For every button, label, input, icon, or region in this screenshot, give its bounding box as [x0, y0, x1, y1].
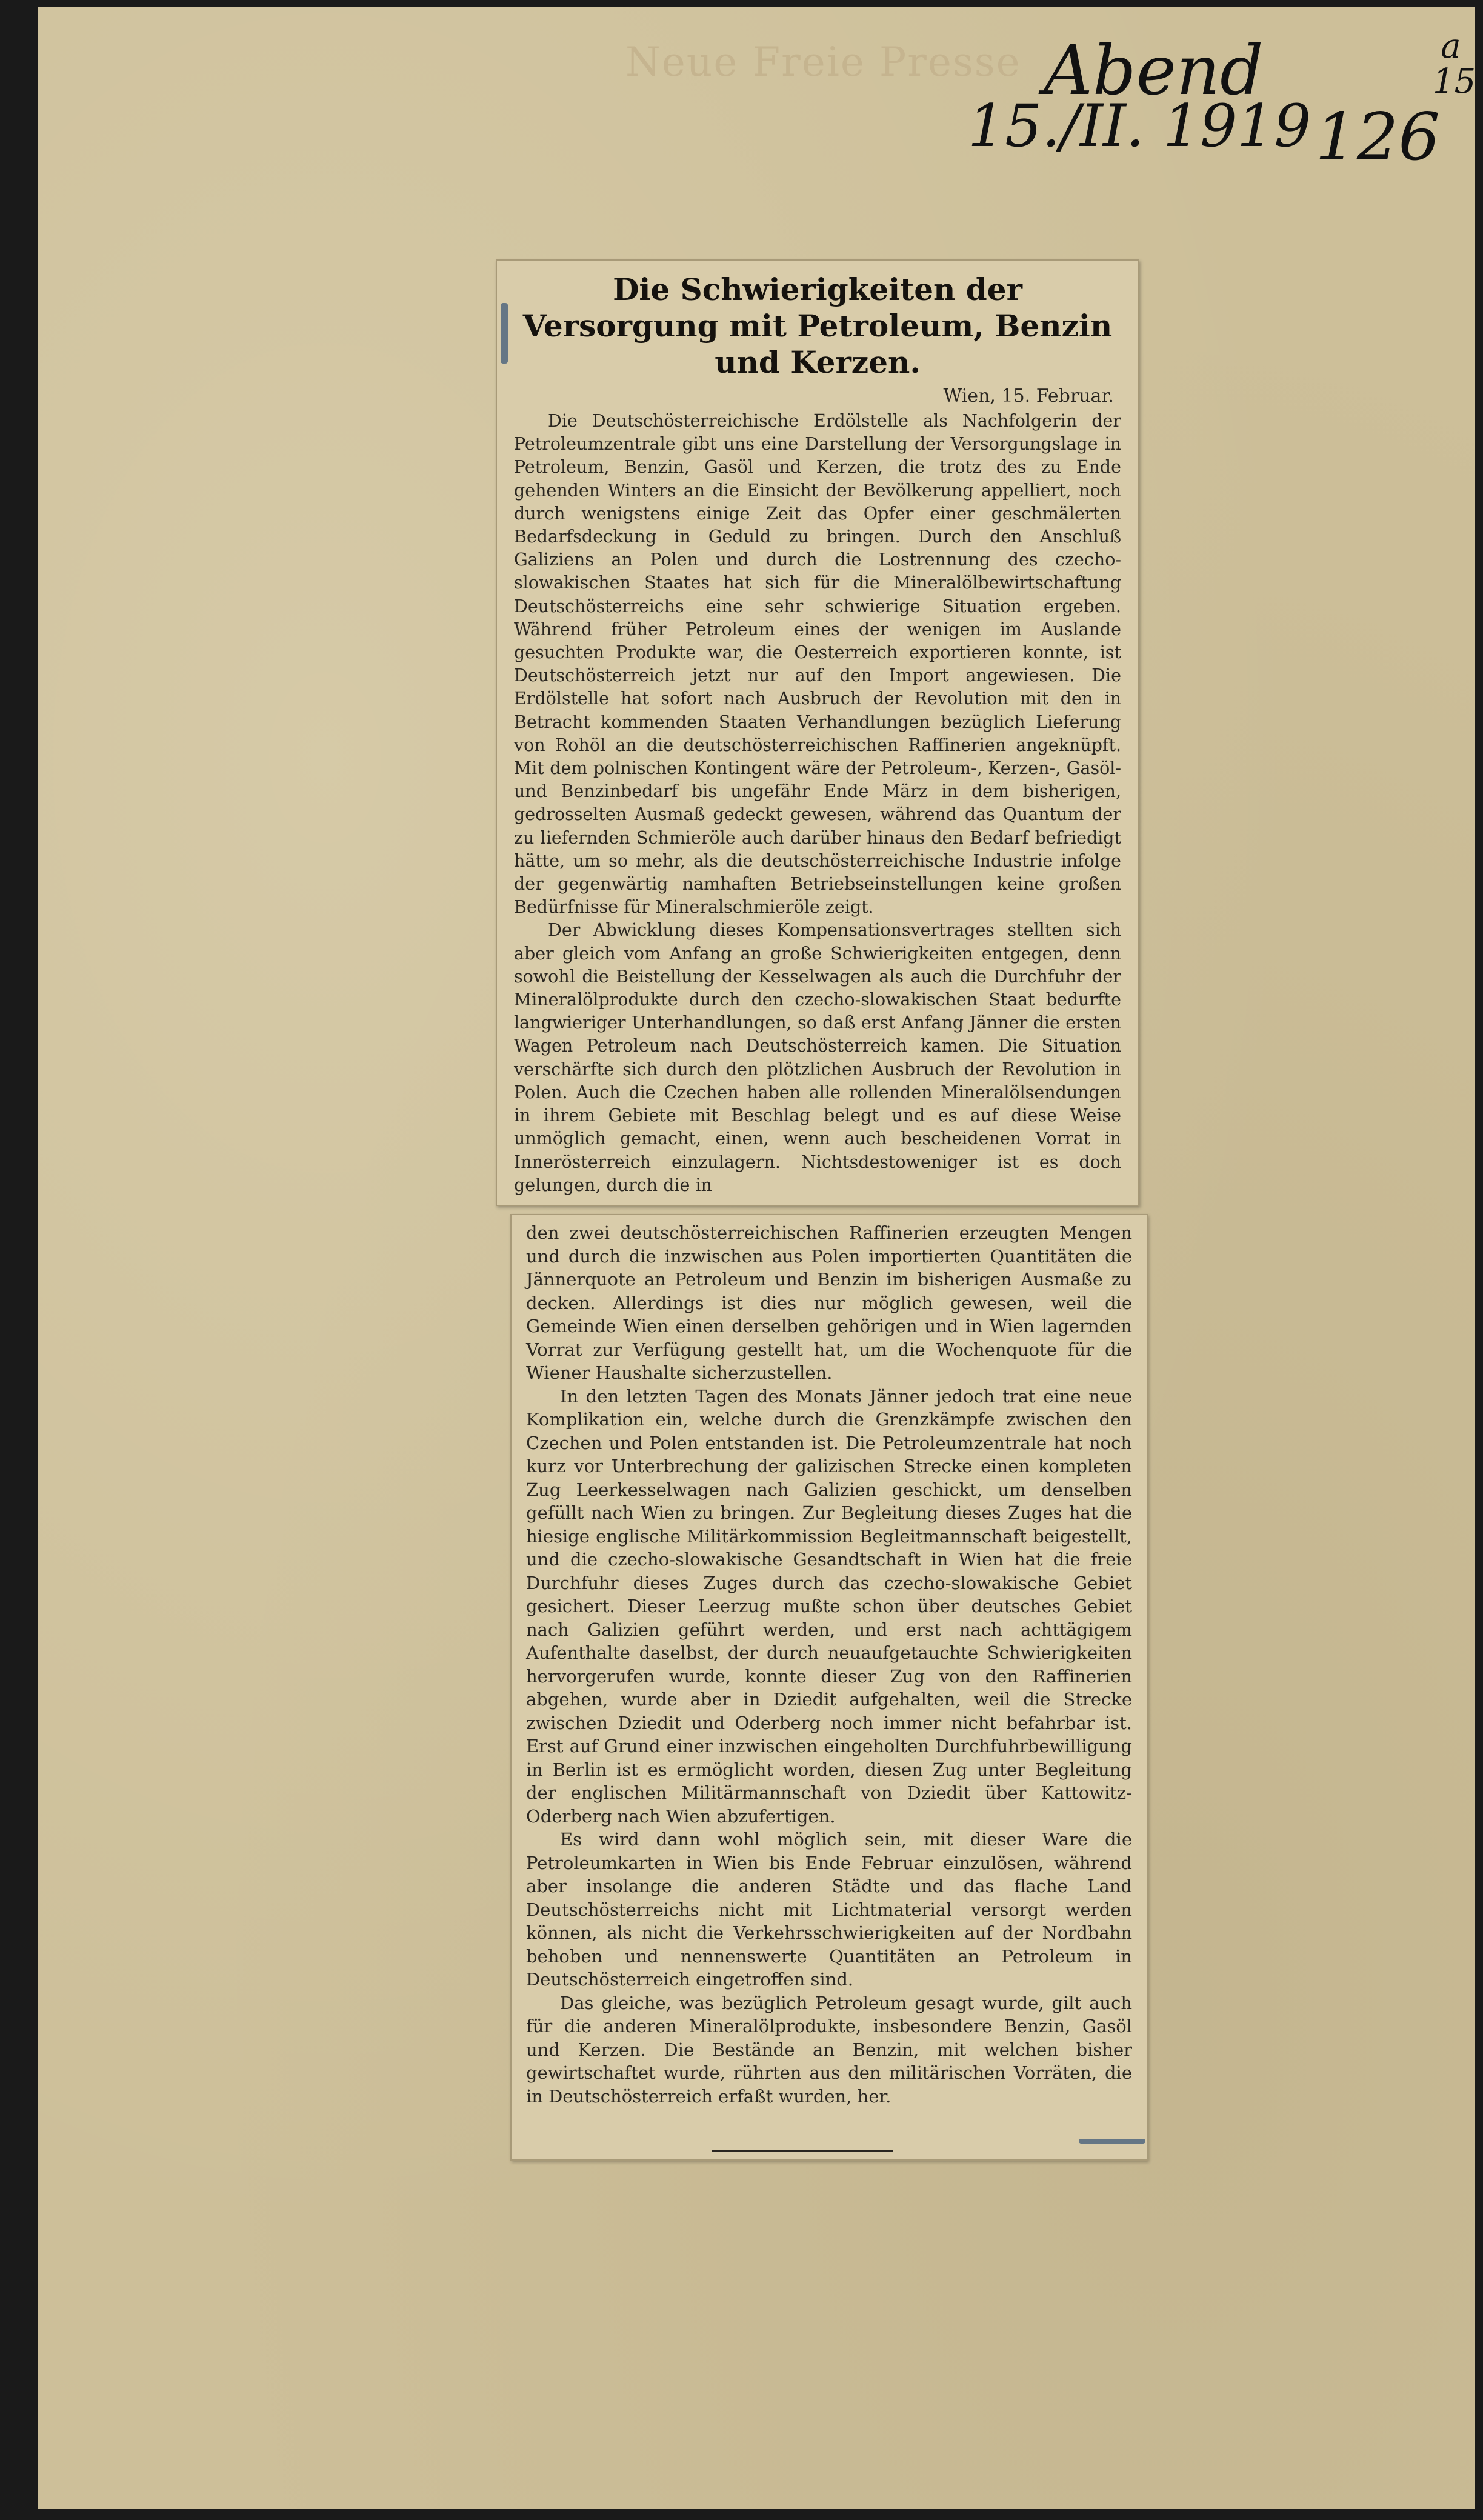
handwritten-date: 15./II. 1919 — [968, 92, 1311, 160]
article-headline: Die Schwierigkeiten der Versorgung mit Petroleum, Benzin und Kerzen. — [522, 272, 1113, 380]
blue-pencil-mark — [1079, 2139, 1145, 2144]
article-dateline: Wien, 15. Februar. — [943, 385, 1114, 407]
blue-pencil-mark — [501, 303, 508, 364]
article-paragraph: Es wird dann wohl möglich sein, mit dieser Ware die Petroleumkarten in Wien bis Ende Februar einzulösen, während aber insolange die anderen Städte und das flache Land Deutschösterreichs nicht mit Lichtmaterial versorgt werden können, als nicht die Verkehrsschwierigkeiten auf der Nordbahn behoben und nennenswerte Quantitäten an Petroleum in Deutschösterreich eingetroffen sind. — [526, 1829, 1132, 1990]
faded-masthead: Neue Freie Presse — [625, 39, 1021, 85]
handwritten-folio-number: 126 — [1315, 99, 1441, 175]
handwritten-corner-mark: a 15 — [1433, 27, 1476, 101]
article-paragraph: den zwei deutschösterreichischen Raffinerien erzeugten Mengen und durch die inzwischen aus Polen importierten Quantitäten die Jännerquote an Petroleum und Benzin im bisherigen Ausmaße zu decken. Allerdings ist dies nur möglich gewesen, weil die Gemeinde Wien einen derselben gehörigen und in Wien lagernden Vorrat zur Verfügung gestellt hat, um die Wochenquote für die Wiener Haushalte sicherzustellen. — [526, 1222, 1132, 1383]
clipping-part-one — [496, 259, 1139, 1206]
article-paragraph: In den letzten Tagen des Monats Jänner jedoch trat eine neue Komplikation ein, welche durch die Grenzkämpfe zwischen den Czechen und Polen entstanden ist. Die Petroleumzentrale hat noch kurz vor Unterbrechung der galizischen Strecke einen kompleten Zug Leerkesselwagen nach Galizien geschickt, um denselben gefüllt nach Wien zu bringen. Zur Begleitung dieses Zuges hat die hiesige englische Militärkommission Begleitmannschaft beigestellt, und die czecho-slowakische Gesandtschaft in Wien hat die freie Durchfuhr dieses Zuges durch das czecho-slowakische Gebiet gesichert. Dieser Leerzug mußte schon über deutsches Gebiet nach Galizien geführt werden, und erst nach achttägigem Aufenthalte daselbst, der durch neuaufgetauchte Schwierigkeiten hervorgerufen wurde, konnte dieser Zug von den Raffinerien abgehen, wurde aber in Dziedit aufgehalten, weil die Strecke zwischen Dziedit und Oderberg noch immer nicht befahrbar ist. Erst auf Grund einer inzwischen eingeholten Durchfuhrbewilligung in Berlin ist es ermöglicht worden, diesen Zug unter Begleitung der englischen Militärmannschaft von Dziedit über Kattowitz-Oderberg nach Wien abzufertigen. — [526, 1385, 1132, 1827]
article-paragraph: Der Abwicklung dieses Kompensationsvertrages stellten sich aber gleich vom Anfang an große Schwierigkeiten entgegen, denn sowohl die Beistellung der Kesselwagen als auch die Durchfuhr der Mineralölprodukte durch den czecho-slowakischen Staat bedurfte langwieriger Unterhandlungen, so daß erst Anfang Jänner die ersten Wagen Petroleum nach Deutschösterreich kamen. Die Situation verschärfte sich durch den plötzlichen Ausbruch der Revolution in Polen. Auch die Czechen haben alle rollenden Mineralölsendungen in ihrem Gebiete mit Beschlag belegt und es auf diese Weise unmöglich gemacht, einen, wenn auch bescheidenen Vorrat in Innerösterreich einzulagern. Nichtsdestoweniger ist es doch gelungen, durch die in — [514, 920, 1121, 1195]
clipping-part-two — [510, 1214, 1148, 2161]
article-paragraph: Die Deutschösterreichische Erdölstelle als Nachfolgerin der Petroleumzentrale gibt uns eine Darstellung der Versorgungslage in Petroleum, Benzin, Gasöl und Kerzen, die trotz des zu Ende gehenden Winters an die Einsicht der Bevölkerung appelliert, noch durch wenigstens einige Zeit das Opfer einer geschmälerten Bedarfsdeckung in Geduld zu bringen. Durch den Anschluß Galiziens an Polen und durch die Lostrennung des czecho-slowakischen Staates hat sich für die Mineralölbewirtschaftung Deutschösterreichs eine sehr schwierige Situation ergeben. Während früher Petroleum eines der wenigen im Auslande gesuchten Produkte war, die Oesterreich exportieren konnte, ist Deutschösterreich jetzt nur auf den Import angewiesen. Die Erdölstelle hat sofort nach Ausbruch der Revolution mit den in Betracht kommenden Staaten Verhandlungen bezüglich Lieferung von Rohöl an die deutschösterreichischen Raffinerien angeknüpft. Mit dem polnischen Kontingent wäre der Petroleum-, Kerzen-, Gasöl- und Benzinbedarf bis ungefähr Ende März in dem bisherigen, gedrosselten Ausmaß gedeckt gewesen, während das Quantum der zu liefernden Schmieröle auch darüber hinaus den Bedarf befriedigt hätte, um so mehr, als die deutschösterreichische Industrie infolge der gegenwärtig namhaften Betriebseinstellungen keine großen Bedürfnisse für Mineralschmieröle zeigt. — [514, 411, 1121, 918]
handwritten-edition-note: Abend — [1044, 32, 1264, 110]
article-end-rule — [712, 2150, 893, 2152]
article-paragraph: Das gleiche, was bezüglich Petroleum gesagt wurde, gilt auch für die anderen Mineralölprodukte, insbesondere Benzin, Gasöl und Kerzen. Die Bestände an Benzin, mit welchen bisher gewirtschaftet wurde, rührten aus den militärischen Vorräten, die in Deutschösterreich erfaßt wurden, her. — [526, 1992, 1132, 2107]
